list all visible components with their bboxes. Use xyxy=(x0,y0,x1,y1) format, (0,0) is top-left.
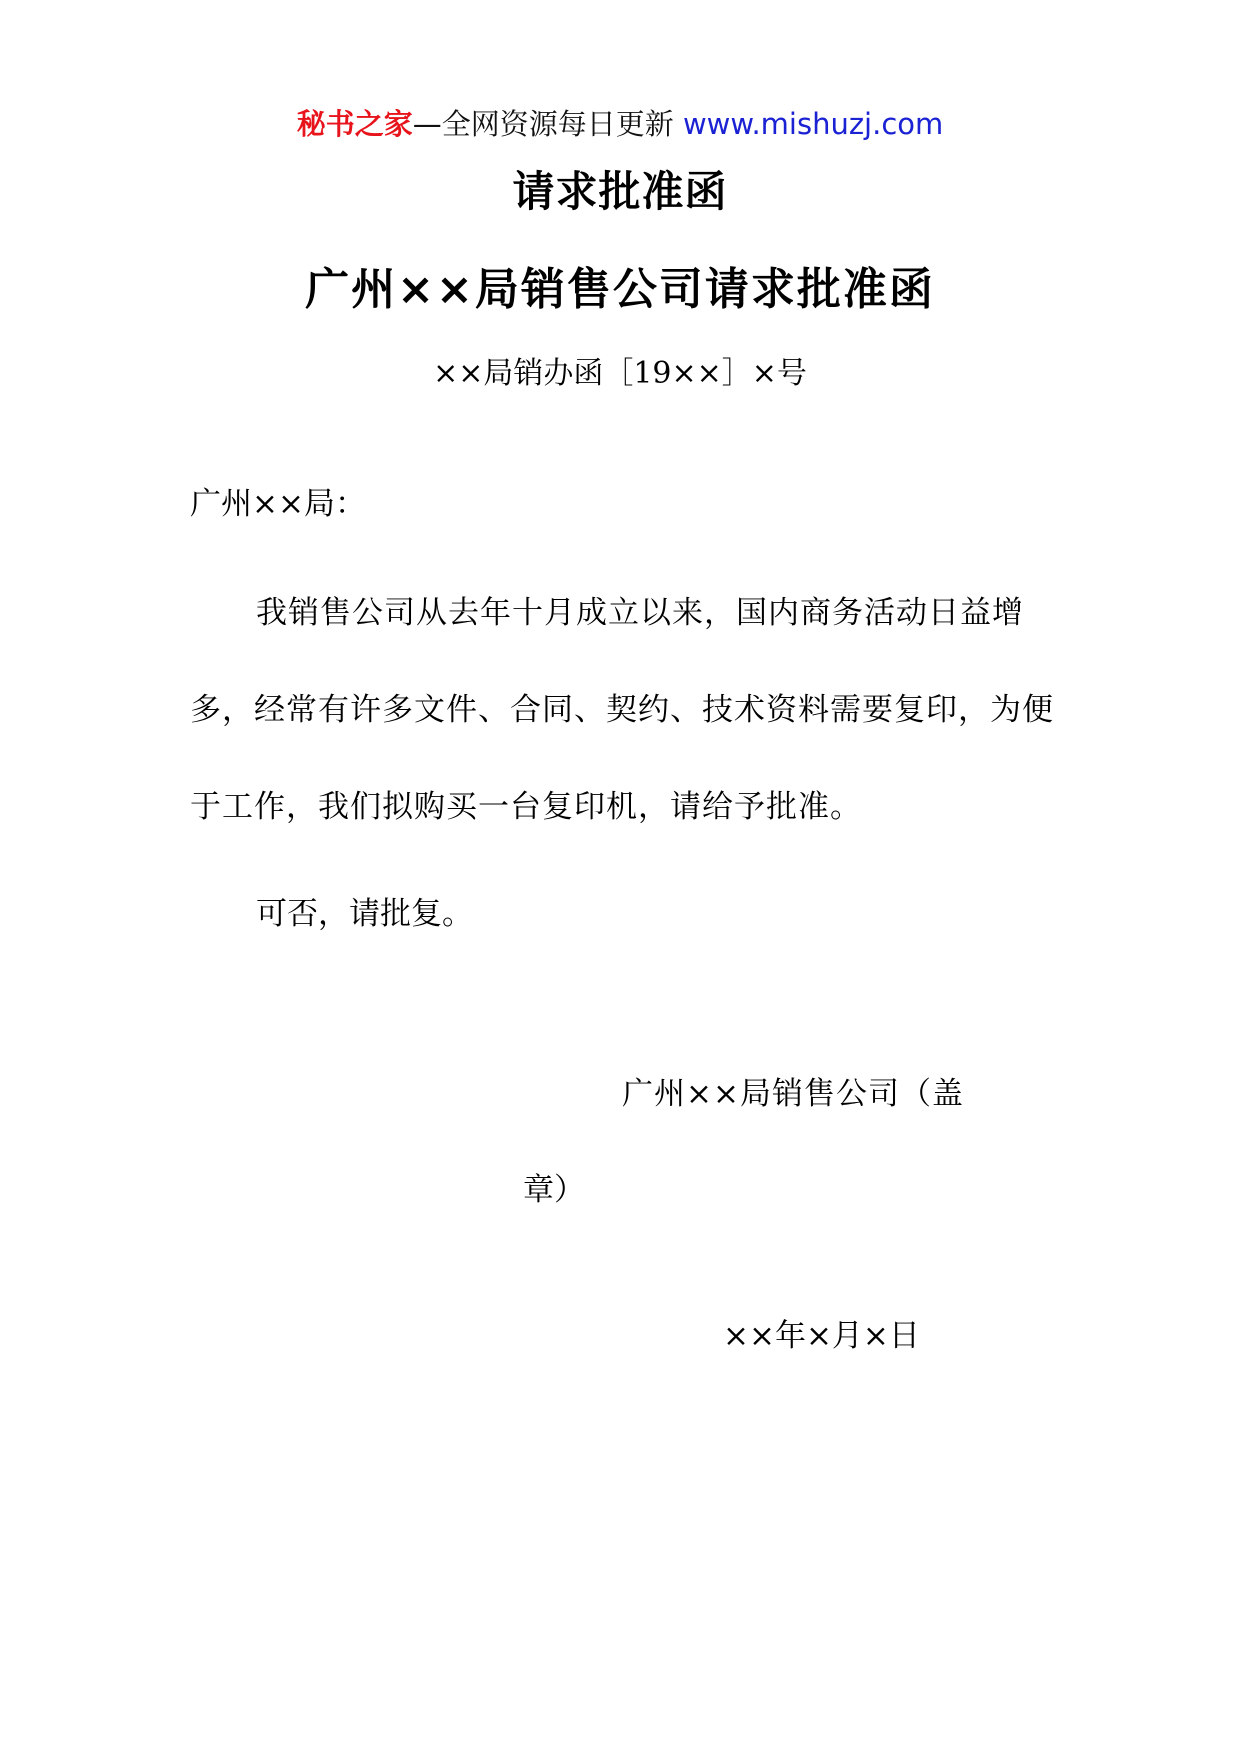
salutation: 广州××局： xyxy=(190,486,366,522)
body-paragraph: 我销售公司从去年十月成立以来，国内商务活动日益增多，经常有许多文件、合同、契约、技术资料需要复印，为便于工作，我们拟购买一台复印机，请给予批准。 xyxy=(190,595,1054,825)
site-url-link[interactable]: www.mishuzj.com xyxy=(682,107,944,141)
sender-signature: 广州××局销售公司（盖 xyxy=(622,1076,964,1112)
brand-name: 秘书之家 xyxy=(296,107,413,141)
document-number: ××局销办函［19××］×号 xyxy=(433,356,807,391)
banner-slogan: —全网资源每日更新 xyxy=(412,107,683,141)
document-title: 请求批准函 xyxy=(512,167,728,216)
site-banner xyxy=(0,104,1240,144)
document-subtitle: 广州××局销售公司请求批准函 xyxy=(305,264,935,315)
document-date: ××年×月×日 xyxy=(723,1318,920,1354)
sender-signature-continued: 章） xyxy=(523,1172,585,1208)
closing-line: 可否，请批复。 xyxy=(256,896,473,932)
